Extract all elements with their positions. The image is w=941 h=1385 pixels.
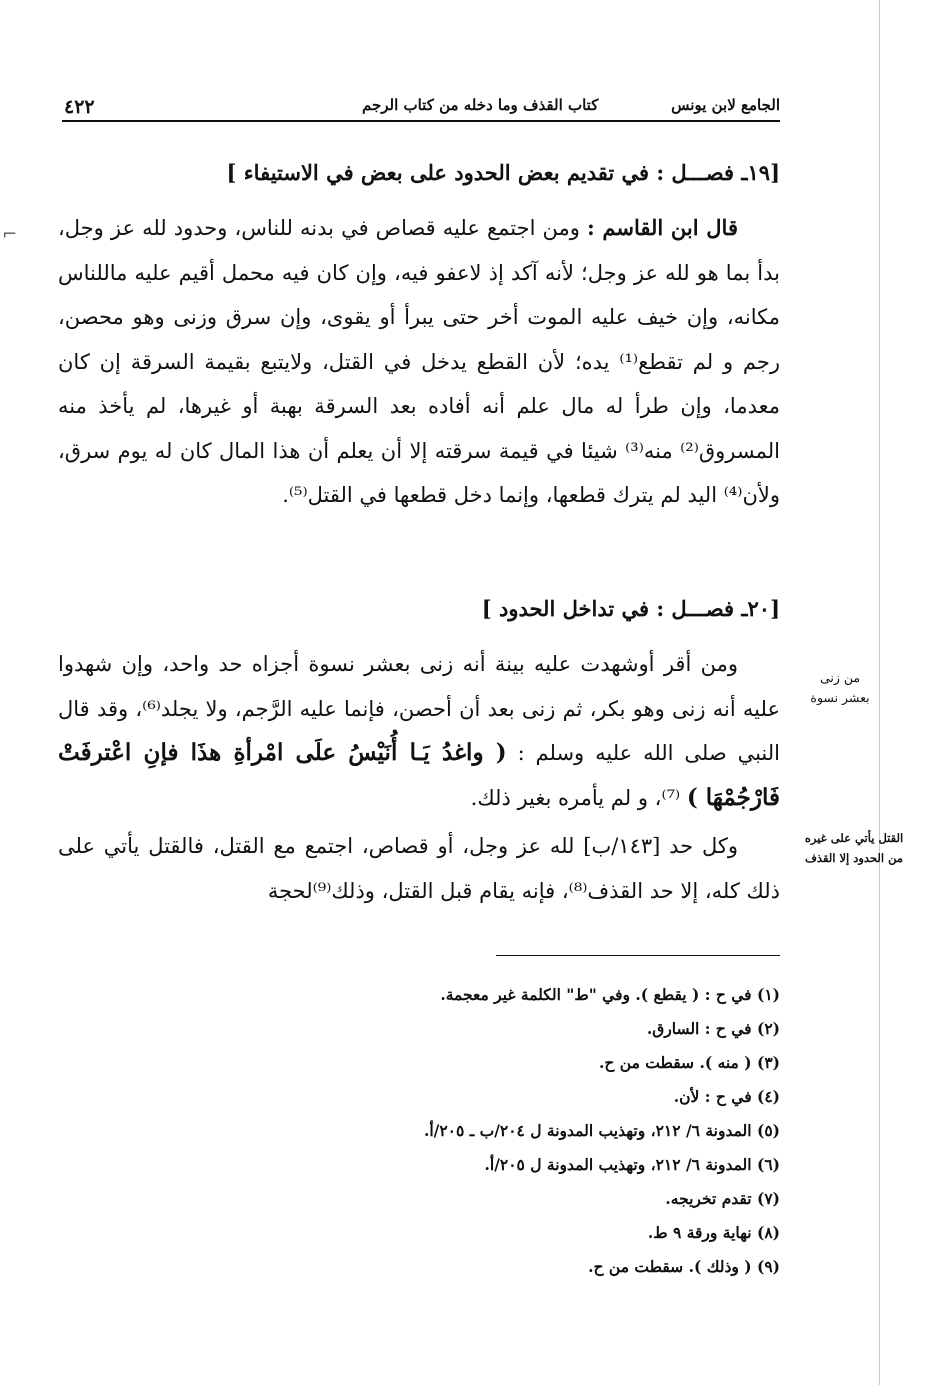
section-20-para1-end: ⁽⁷⁾، و لم يأمره بغير ذلك. (470, 785, 687, 810)
footnote-item: (٧) تقدم تخريجه. (665, 1189, 780, 1208)
section-20-title: [٢٠ـ فصـــل : في تداخل الحدود ] (481, 596, 780, 621)
section-20-paragraph-2 (58, 824, 780, 913)
section-20-paragraph-1 (58, 642, 780, 820)
margin-note-2 (796, 828, 912, 868)
book-title: الجامع لابن يونس (671, 96, 780, 114)
margin-note-2-line-2: من الحدود إلا القذف (805, 851, 903, 865)
chapter-title: كتاب القذف وما دخله من كتاب الرجم (362, 96, 599, 114)
section-19-body (58, 206, 780, 518)
running-header (62, 94, 780, 122)
footnote-item: (٩) ( وذلك ). سقطت من ح. (588, 1257, 780, 1276)
hadith-quote: ( واغدُ يَـا أُنَيْسُ علَى امْرأةِ هذَا فإنِ اعْترفَتْ فَارْجُمْهَا ) (58, 739, 780, 811)
margin-note-2-line-1: القتل يأتي على غيره (804, 831, 904, 845)
footnote-item: (٣) ( منه ). سقطت من ح. (598, 1053, 780, 1072)
footnote-item: (١) في ح : ( يقطع ). وفي "ط" الكلمة غير معجمة. (440, 985, 780, 1004)
margin-note-1-line-1: من زنى (819, 670, 861, 685)
footnote-item: (٢) في ح : السارق. (646, 1019, 780, 1038)
margin-mark: ⌐ (2, 224, 18, 245)
section-19-paragraph (58, 206, 780, 518)
footnote-item: (٤) في ح : لأن. (673, 1087, 780, 1106)
footnote-item: (٦) المدونة ٦/ ٢١٢، وتهذيب المدونة ل ٢٠٥/أ. (484, 1155, 780, 1174)
footnote-item: (٥) المدونة ٦/ ٢١٢، وتهذيب المدونة ل ٢٠٤/ب ـ ٢٠٥/أ. (423, 1121, 780, 1140)
section-20-para1-text: ومن أقر أوشهدت عليه بينة أنه زنى بعشر نسوة أجزاه حد واحد، وإن شهدوا عليه أنه زنى وهو بكر، ثم زنى بعد أن أحصن، فإنما عليه الرَّجم، ولا يجلد⁽⁶⁾، وقد قال النبي صلى الله عليه وسلم : (58, 652, 781, 765)
section-20-body (58, 642, 780, 913)
section-20-para2-text: وكل حد [١٤٣/ب] لله عز وجل، أو قصاص، اجتمع مع القتل، فالقتل يأتي على ذلك كله، إلا حد القذف⁽⁸⁾، فإنه يقام قبل القتل، وذلك⁽⁹⁾لحجة (58, 834, 780, 903)
margin-note-1 (800, 668, 880, 708)
footnotes (260, 980, 780, 1286)
section-19-title: [١٩ـ فصـــل : في تقديم بعض الحدود على بعض في الاستيفاء ] (226, 160, 780, 185)
footnote-separator (496, 955, 780, 956)
section-19-lead: قال ابن القاسم : (586, 215, 738, 240)
footnote-item: (٨) نهاية ورقة ٩ ط. (647, 1223, 780, 1242)
page-number: ٤٢٢ (64, 96, 95, 118)
margin-note-1-line-2: بعشر نسوة (810, 690, 870, 705)
section-19-text: ومن اجتمع عليه قصاص في بدنه للناس، وحدود لله عز وجل، بدأ بما هو لله عز وجل؛ لأنه آكد إذ لاعفو فيه، وإن كان فيه محمل أقيم عليه ماللناس مكانه، وإن خيف عليه الموت أخر حتى يبرأ أو يقوى، وإن سرق وزنى وهو محصن، رجم و لم تقطع⁽¹⁾ يده؛ لأن القطع يدخل في القتل، ولايتبع بقيمة السرقة إن كان معدما، وإن طرأ له مال علم أنه أفاده بعد السرقة بهبة أو غيرها، لم يأخذ منه المسروق⁽²⁾ منه⁽³⁾ شيئا في قيمة سرقته إلا أن يعلم أن هذا المال كان له يوم سرق، ولأن⁽⁴⁾ اليد لم يترك قطعها، وإنما دخل قطعها في القتل⁽⁵⁾. (58, 216, 781, 507)
